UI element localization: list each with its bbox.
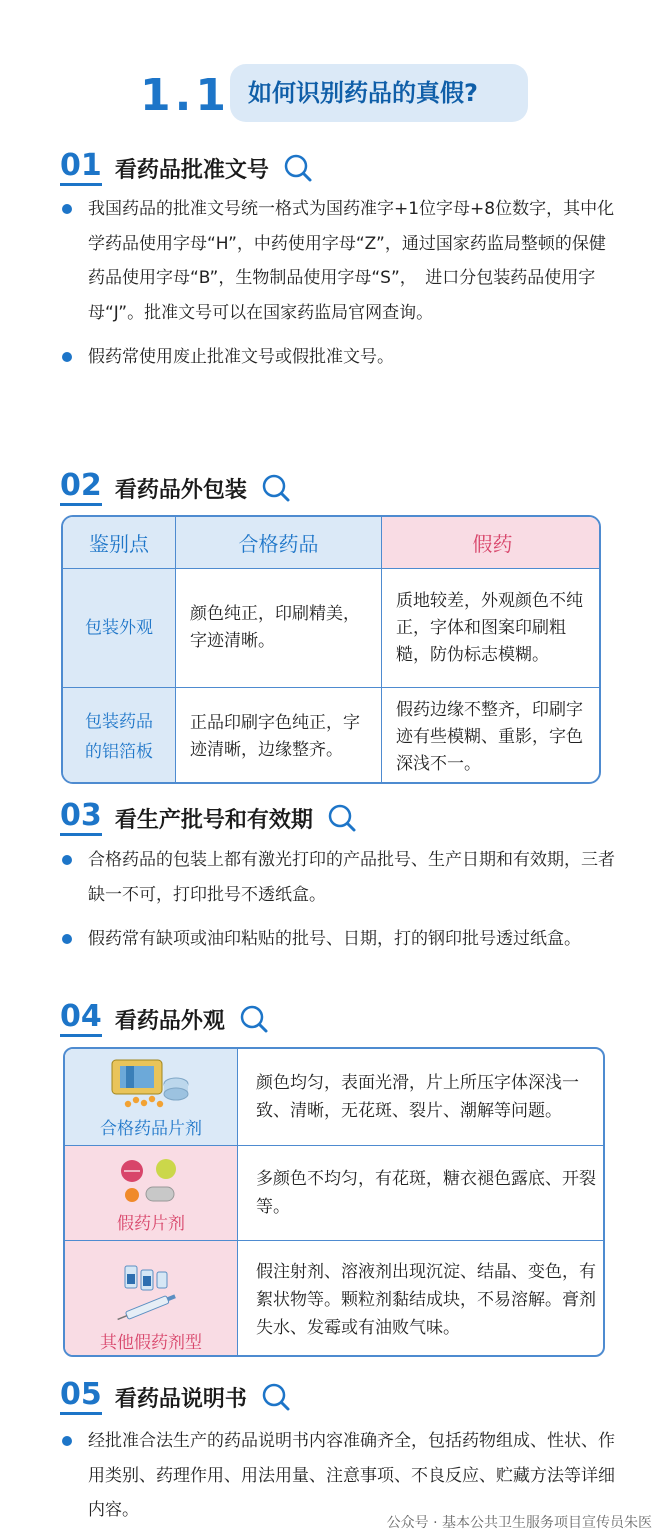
table-cell-point: 包装药品的铝箔板 <box>63 688 176 784</box>
section-01-bullets <box>60 192 620 385</box>
table-cell-image <box>65 1146 238 1241</box>
title-number: 1.1 <box>140 70 230 121</box>
packaging-table <box>61 515 601 784</box>
section-03-bullets <box>60 843 620 967</box>
table-cell-text: 多颜色不均匀，有花斑，糖衣褪色露底、开裂等。 <box>238 1146 605 1241</box>
section-number: 02 <box>60 470 102 506</box>
table-header-fake: 假药 <box>382 517 601 569</box>
table-cell-fake: 质地较差，外观颜色不纯正，字体和图案印刷粗糙，防伪标志模糊。 <box>382 569 601 688</box>
bullet-dot <box>62 855 72 865</box>
page-header <box>0 58 668 128</box>
bullet-dot <box>62 1436 72 1446</box>
search-icon <box>260 1381 292 1413</box>
pills-icon <box>116 1157 186 1205</box>
page-title: 如何识别药品的真假? <box>230 64 528 122</box>
table-cell-genuine: 正品印刷字色纯正，字迹清晰，边缘整齐。 <box>176 688 382 784</box>
appearance-table <box>63 1047 605 1357</box>
table-cell-point: 包装外观 <box>63 569 176 688</box>
list-item: 假药常有缺项或油印粘贴的批号、日期，打的钢印批号透过纸盒。 <box>60 922 620 957</box>
table-cell-genuine: 颜色纯正，印刷精美，字迹清晰。 <box>176 569 382 688</box>
section-number: 01 <box>60 150 102 186</box>
table-cell-image <box>65 1049 238 1146</box>
search-icon <box>260 472 292 504</box>
section-title: 看生产批号和有效期 <box>114 807 313 833</box>
section-title: 看药品外包装 <box>114 477 247 503</box>
section-title: 看药品外观 <box>114 1008 225 1034</box>
section-01-header <box>60 150 314 190</box>
section-title: 看药品说明书 <box>114 1386 247 1412</box>
section-02-header <box>60 470 292 510</box>
list-item: 我国药品的批准文号统一格式为国药准字+1位字母+8位数字，其中化学药品使用字母“H”，中药使用字母“Z”，通过国家药监局整顿的保健药品使用字母“B”，生物制品使用字母“S”， 进口分包装药品使用字母“J”。批准文号可以在国家药监局官网查询。 <box>60 192 620 330</box>
list-item: 经批准合法生产的药品说明书内容准确齐全，包括药物组成、性状、作用类别、药理作用、用法用量、注意事项、不良反应、贮藏方法等详细内容。 <box>60 1424 620 1528</box>
section-number: 04 <box>60 1001 102 1037</box>
table-cell-image <box>65 1241 238 1357</box>
table-cell-text: 假注射剂、溶液剂出现沉淀、结晶、变色，有絮状物等。颗粒剂黏结成块，不易溶解。膏剂失水、发霉或有油败气味。 <box>256 1262 596 1338</box>
list-item: 合格药品的包装上都有激光打印的产品批号、生产日期和有效期，三者缺一不可，打印批号不透纸盒。 <box>60 843 620 912</box>
bullet-dot <box>62 204 72 214</box>
row-label: 假药片剂 <box>117 1214 185 1234</box>
table-header-genuine: 合格药品 <box>176 517 382 569</box>
section-number: 03 <box>60 800 102 836</box>
search-icon <box>238 1003 270 1035</box>
watermark: 公众号 · 基本公共卫生服务项目宣传员朱医 <box>386 1515 652 1531</box>
section-title: 看药品批准文号 <box>114 157 269 183</box>
search-icon <box>282 152 314 184</box>
pill-bottle-icon <box>106 1056 196 1110</box>
search-icon <box>326 802 358 834</box>
table-header-point: 鉴别点 <box>63 517 176 569</box>
syringe-icon <box>111 1262 191 1324</box>
bullet-dot <box>62 934 72 944</box>
section-04-header <box>60 1001 270 1041</box>
row-label: 其他假药剂型 <box>100 1333 202 1353</box>
section-number: 05 <box>60 1379 102 1415</box>
section-03-header <box>60 800 358 840</box>
section-05-header <box>60 1379 292 1419</box>
table-cell-text: 颜色均匀，表面光滑，片上所压字体深浅一致、清晰，无花斑、裂片、潮解等问题。 <box>238 1049 605 1146</box>
bullet-dot <box>62 352 72 362</box>
table-cell-fake: 假药边缘不整齐，印刷字迹有些模糊、重影，字色深浅不一。 <box>396 699 583 774</box>
row-label: 合格药品片剂 <box>100 1119 202 1139</box>
list-item: 假药常使用废止批准文号或假批准文号。 <box>60 340 620 375</box>
